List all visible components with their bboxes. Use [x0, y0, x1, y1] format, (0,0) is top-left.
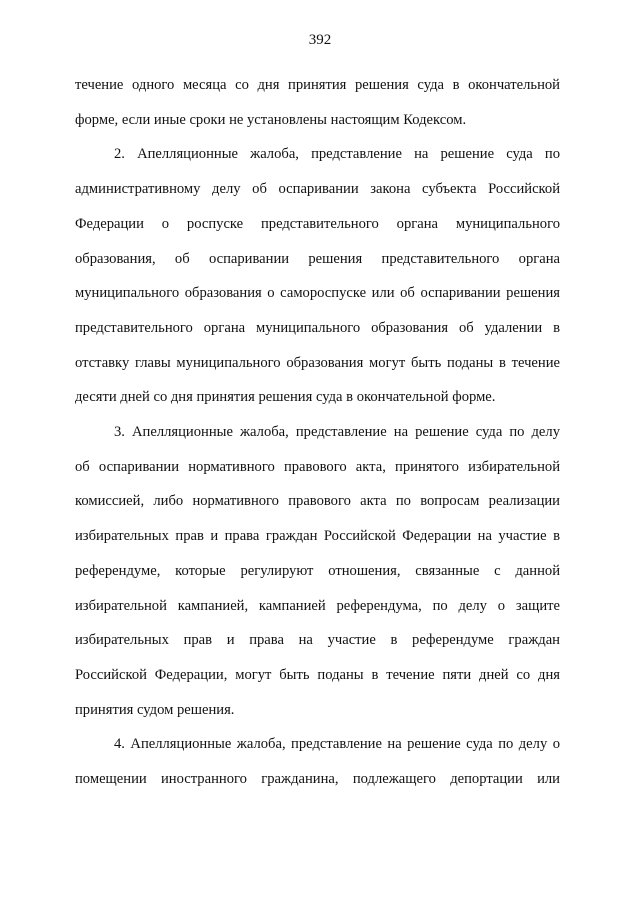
text-line: референдуме, которые регулируют отношения, связанные с данной	[75, 562, 560, 579]
text-line: отставку главы муниципального образования могут быть поданы в течение	[75, 354, 560, 371]
text-line: течение одного месяца со дня принятия решения суда в окончательной	[75, 77, 560, 93]
text-line: комиссией, либо нормативного правового акта по вопросам реализации	[75, 493, 560, 510]
text-line: образования, об оспаривании решения представительного органа	[75, 250, 560, 267]
text-line: представительного органа муниципального образования об удалении в	[75, 319, 560, 336]
text-line: 3. Апелляционные жалоба, представление на решение суда по делу	[114, 424, 560, 441]
text-line: 4. Апелляционные жалоба, представление на решение суда по делу о	[114, 736, 560, 753]
document-body	[75, 68, 560, 797]
text-line: помещении иностранного гражданина, подлежащего депортации или	[75, 771, 560, 788]
text-line: избирательных прав и права на участие в референдуме граждан	[75, 632, 560, 649]
text-line: муниципального образования о самороспуске или об оспаривании решения	[75, 285, 560, 302]
text-line: избирательной кампанией, кампанией референдума, по делу о защите	[75, 597, 560, 614]
paragraph-item-4	[75, 727, 560, 796]
text-line: избирательных прав и права граждан Российской Федерации на участие в	[75, 528, 560, 545]
paragraph-continuation	[75, 68, 560, 137]
text-line: десяти дней со дня принятия решения суда в окончательной форме.	[75, 389, 496, 406]
page-number: 392	[308, 32, 332, 48]
text-line: 2. Апелляционные жалоба, представление на решение суда по	[114, 146, 560, 163]
text-line: Федерации о роспуске представительного органа муниципального	[75, 215, 560, 232]
text-line: Российской Федерации, могут быть поданы в течение пяти дней со дня	[75, 666, 560, 683]
paragraph-item-3	[75, 415, 560, 727]
text-line: принятия судом решения.	[75, 701, 235, 718]
text-line: форме, если иные сроки не установлены настоящим Кодексом.	[75, 111, 467, 128]
text-line: об оспаривании нормативного правового акта, принятого избирательной	[75, 458, 560, 475]
paragraph-item-2	[75, 137, 560, 415]
text-line: административному делу об оспаривании закона субъекта Российской	[75, 181, 560, 198]
